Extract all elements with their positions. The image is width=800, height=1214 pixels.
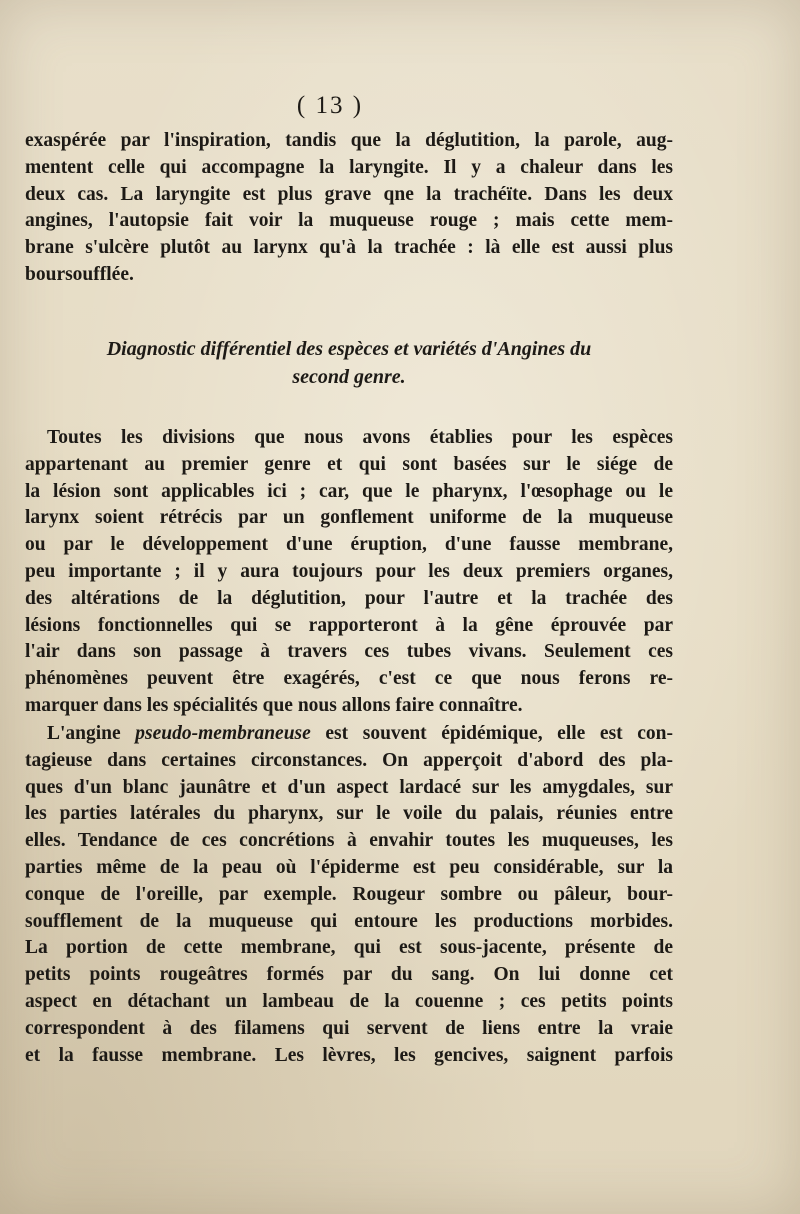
text-line: aspect en détachant un lambeau de la couenne ; ces petits points: [25, 990, 673, 1012]
text-line: petits points rougeâtres formés par du sang. On lui donne cet: [25, 964, 673, 986]
text-line: correspondent à des filamens qui servent de liens entre la vraie: [25, 1017, 673, 1039]
text-line: lésions fonctionnelles qui se rapporteront à la gêne éprouvée par: [25, 614, 673, 636]
text-line: peu importante ; il y aura toujours pour les deux premiers organes,: [25, 560, 673, 582]
text-line: exaspérée par l'inspiration, tandis que la déglutition, la parole, aug-: [25, 130, 673, 151]
text-line: brane s'ulcère plutôt au larynx qu'à la trachée : là elle est aussi plus: [25, 237, 673, 259]
first-line-rest: est souvent épidémique, elle est con-: [310, 723, 674, 744]
paragraph-3: [25, 721, 673, 1069]
text-line: angines, l'autopsie fait voir la muqueuse rouge ; mais cette mem-: [25, 210, 673, 232]
text-line: conque de l'oreille, par exemple. Rougeur sombre ou pâleur, bour-: [25, 883, 673, 905]
text-line: les parties latérales du pharynx, sur le voile du palais, réunies entre: [25, 803, 673, 825]
section-heading: [25, 335, 673, 391]
text-line: l'air dans son passage à travers ces tubes vivans. Seulement ces: [25, 641, 673, 663]
text-line: Toutes les divisions que nous avons établies pour les espèces: [47, 427, 673, 448]
page-number: ( 13 ): [296, 92, 364, 119]
text-line: boursoufflée.: [25, 263, 134, 285]
text-line: des altérations de la déglutition, pour l'autre et la trachée des: [25, 587, 673, 609]
text-line: soufflement de la muqueuse qui entoure les productions morbides.: [25, 910, 673, 932]
text-line: elles. Tendance de ces concrétions à envahir toutes les muqueuses, les: [25, 830, 673, 852]
text-line: larynx soient rétrécis par un gonflement uniforme de la muqueuse: [25, 507, 673, 529]
text-line: et la fausse membrane. Les lèvres, les gencives, saignent parfois: [25, 1044, 673, 1066]
heading-line: second genre.: [292, 366, 406, 388]
text-line: marquer dans les spécialités que nous allons faire connaître.: [25, 694, 523, 716]
lead-text: L'angine: [47, 723, 136, 744]
text-line: phénomènes peuvent être exagérés, c'est ce que nous ferons re-: [25, 668, 673, 690]
text-line: ou par le développement d'une éruption, d'une fausse membrane,: [25, 534, 673, 556]
text-line: parties même de la peau où l'épiderme est peu considérable, sur la: [25, 856, 673, 878]
text-line: deux cas. La laryngite est plus grave qne la trachéïte. Dans les deux: [25, 183, 673, 205]
paragraph-2: [25, 425, 673, 720]
text-line: La portion de cette membrane, qui est sous-jacente, présente de: [25, 937, 673, 959]
heading-line: Diagnostic différentiel des espèces et variétés d'Angines du: [106, 338, 592, 360]
text-line: mentent celle qui accompagne la laryngite. Il y a chaleur dans les: [25, 156, 673, 178]
text-line: la lésion sont applicables ici ; car, que le pharynx, l'œsophage ou le: [25, 480, 673, 502]
emphasis-term: pseudo-membraneuse: [135, 723, 311, 744]
text-line: ques d'un blanc jaunâtre et d'un aspect lardacé sur les amygdales, sur: [25, 776, 673, 798]
text-line: tagieuse dans certaines circonstances. On apperçoit d'abord des pla-: [25, 749, 673, 771]
text-line-first: [25, 721, 673, 748]
paragraph-1: [25, 128, 673, 289]
text-line: appartenant au premier genre et qui sont basées sur le siége de: [25, 453, 673, 475]
